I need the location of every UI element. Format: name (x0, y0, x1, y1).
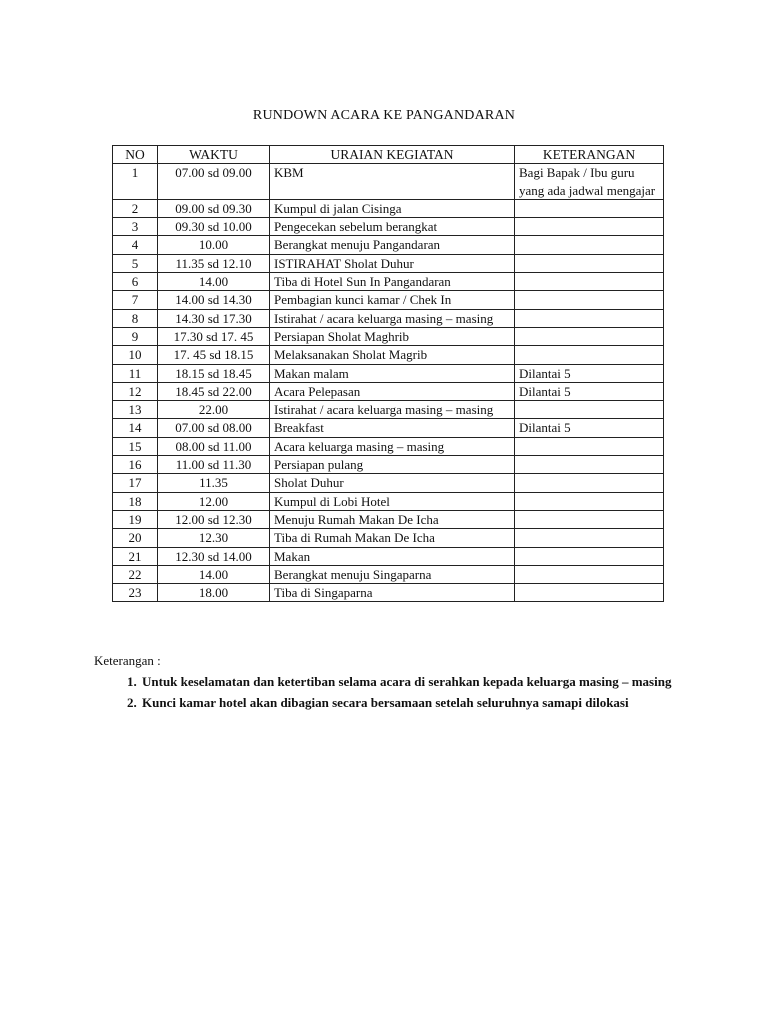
cell-note: Dilantai 5 (515, 364, 664, 382)
cell-activity: Acara keluarga masing – masing (270, 437, 515, 455)
cell-time: 09.00 sd 09.30 (158, 199, 270, 217)
cell-activity: Pengecekan sebelum berangkat (270, 218, 515, 236)
cell-no: 8 (113, 309, 158, 327)
table-row (113, 510, 664, 528)
table-row (113, 584, 664, 602)
column-header-activity: URAIAN KEGIATAN (270, 146, 515, 164)
cell-note (515, 547, 664, 565)
table-row (113, 218, 664, 236)
cell-activity: Berangkat menuju Pangandaran (270, 236, 515, 254)
cell-note (515, 199, 664, 217)
table-header-row (113, 146, 664, 164)
cell-note (515, 273, 664, 291)
cell-note: Dilantai 5 (515, 382, 664, 400)
cell-note (515, 565, 664, 583)
cell-time: 14.00 sd 14.30 (158, 291, 270, 309)
column-header-note: KETERANGAN (515, 146, 664, 164)
table-row (113, 401, 664, 419)
cell-activity: Persiapan Sholat Maghrib (270, 327, 515, 345)
cell-activity: ISTIRAHAT Sholat Duhur (270, 254, 515, 272)
cell-activity: Persiapan pulang (270, 456, 515, 474)
cell-no: 22 (113, 565, 158, 583)
cell-activity: Tiba di Hotel Sun In Pangandaran (270, 273, 515, 291)
cell-note (515, 254, 664, 272)
cell-time: 07.00 sd 08.00 (158, 419, 270, 437)
table-row (113, 236, 664, 254)
cell-note (515, 236, 664, 254)
rundown-table (112, 145, 664, 602)
cell-no: 11 (113, 364, 158, 382)
notes-heading: Keterangan : (94, 653, 161, 668)
cell-no: 10 (113, 346, 158, 364)
cell-note (515, 346, 664, 364)
table-row (113, 164, 664, 200)
cell-note (515, 510, 664, 528)
table-row (113, 474, 664, 492)
rundown-table-body (113, 164, 664, 602)
document-title: RUNDOWN ACARA KE PANGANDARAN (252, 108, 516, 123)
cell-note (515, 529, 664, 547)
cell-activity: Berangkat menuju Singaparna (270, 565, 515, 583)
cell-no: 3 (113, 218, 158, 236)
table-row (113, 492, 664, 510)
cell-time: 18.15 sd 18.45 (158, 364, 270, 382)
cell-activity: Makan malam (270, 364, 515, 382)
table-row (113, 364, 664, 382)
cell-activity: Breakfast (270, 419, 515, 437)
cell-activity: Melaksanakan Sholat Magrib (270, 346, 515, 364)
cell-no: 18 (113, 492, 158, 510)
cell-activity: Acara Pelepasan (270, 382, 515, 400)
cell-activity: Sholat Duhur (270, 474, 515, 492)
cell-no: 20 (113, 529, 158, 547)
cell-time: 11.35 sd 12.10 (158, 254, 270, 272)
cell-no: 13 (113, 401, 158, 419)
cell-time: 07.00 sd 09.00 (158, 164, 270, 200)
table-row (113, 199, 664, 217)
cell-no: 19 (113, 510, 158, 528)
cell-activity: Menuju Rumah Makan De Icha (270, 510, 515, 528)
cell-note (515, 401, 664, 419)
cell-time: 17.30 sd 17. 45 (158, 327, 270, 345)
notes-item: 1. Untuk keselamatan dan ketertiban selama acara di serahkan kepada keluarga masing – masing (140, 672, 674, 691)
cell-no: 1 (113, 164, 158, 200)
table-row (113, 327, 664, 345)
cell-note (515, 437, 664, 455)
cell-no: 5 (113, 254, 158, 272)
cell-activity: Istirahat / acara keluarga masing – masing (270, 401, 515, 419)
table-row (113, 254, 664, 272)
cell-time: 22.00 (158, 401, 270, 419)
cell-no: 9 (113, 327, 158, 345)
cell-time: 10.00 (158, 236, 270, 254)
cell-time: 12.00 sd 12.30 (158, 510, 270, 528)
cell-time: 12.00 (158, 492, 270, 510)
table-row (113, 382, 664, 400)
cell-activity: KBM (270, 164, 515, 200)
cell-note (515, 309, 664, 327)
cell-activity: Tiba di Rumah Makan De Icha (270, 529, 515, 547)
cell-time: 09.30 sd 10.00 (158, 218, 270, 236)
cell-no: 23 (113, 584, 158, 602)
cell-note (515, 291, 664, 309)
table-row (113, 547, 664, 565)
cell-no: 16 (113, 456, 158, 474)
table-row (113, 456, 664, 474)
cell-note (515, 584, 664, 602)
table-row (113, 291, 664, 309)
cell-note (515, 327, 664, 345)
cell-no: 6 (113, 273, 158, 291)
cell-note (515, 218, 664, 236)
cell-time: 14.00 (158, 273, 270, 291)
cell-time: 18.45 sd 22.00 (158, 382, 270, 400)
cell-activity: Makan (270, 547, 515, 565)
table-row (113, 565, 664, 583)
table-row (113, 529, 664, 547)
cell-no: 14 (113, 419, 158, 437)
cell-no: 7 (113, 291, 158, 309)
cell-note (515, 492, 664, 510)
cell-time: 18.00 (158, 584, 270, 602)
notes-list (94, 672, 674, 712)
cell-note (515, 456, 664, 474)
cell-time: 12.30 (158, 529, 270, 547)
table-row (113, 346, 664, 364)
notes-section (94, 651, 674, 714)
cell-activity: Kumpul di Lobi Hotel (270, 492, 515, 510)
cell-time: 14.00 (158, 565, 270, 583)
cell-time: 08.00 sd 11.00 (158, 437, 270, 455)
cell-no: 4 (113, 236, 158, 254)
cell-note (515, 474, 664, 492)
cell-activity: Pembagian kunci kamar / Chek In (270, 291, 515, 309)
cell-time: 11.35 (158, 474, 270, 492)
notes-item: 2. Kunci kamar hotel akan dibagian secara bersamaan setelah seluruhnya samapi dilokasi (140, 693, 674, 712)
table-row (113, 419, 664, 437)
cell-no: 17 (113, 474, 158, 492)
cell-no: 15 (113, 437, 158, 455)
cell-time: 14.30 sd 17.30 (158, 309, 270, 327)
table-row (113, 437, 664, 455)
cell-note: Dilantai 5 (515, 419, 664, 437)
cell-no: 21 (113, 547, 158, 565)
cell-no: 2 (113, 199, 158, 217)
column-header-time: WAKTU (158, 146, 270, 164)
cell-activity: Tiba di Singaparna (270, 584, 515, 602)
cell-no: 12 (113, 382, 158, 400)
cell-time: 12.30 sd 14.00 (158, 547, 270, 565)
cell-activity: Istirahat / acara keluarga masing – masing (270, 309, 515, 327)
table-row (113, 273, 664, 291)
cell-time: 11.00 sd 11.30 (158, 456, 270, 474)
cell-note: Bagi Bapak / Ibu guru yang ada jadwal mengajar (515, 164, 664, 200)
cell-time: 17. 45 sd 18.15 (158, 346, 270, 364)
table-row (113, 309, 664, 327)
cell-activity: Kumpul di jalan Cisinga (270, 199, 515, 217)
column-header-no: NO (113, 146, 158, 164)
